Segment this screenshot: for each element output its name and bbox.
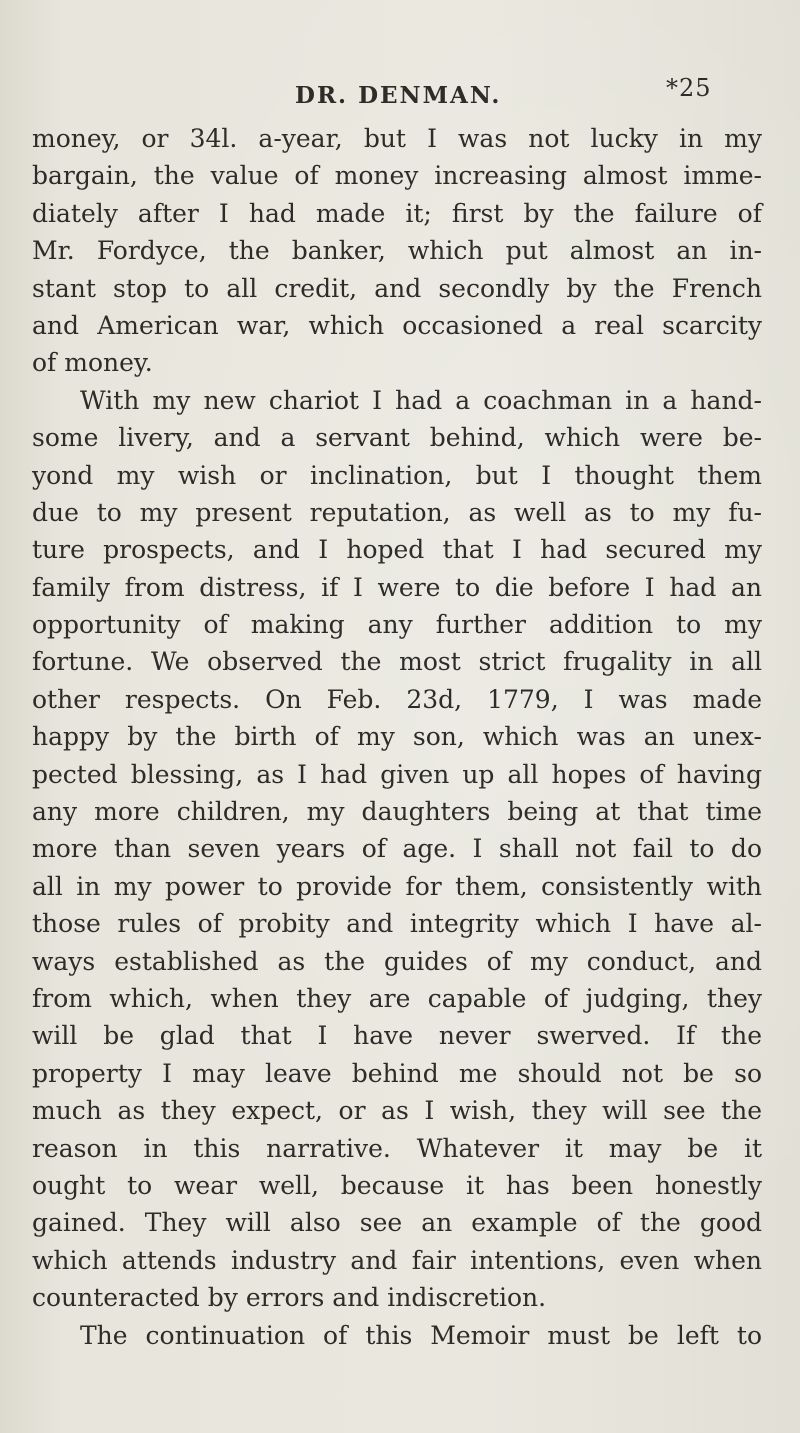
text-line: ways established as the guides of my conduct, and: [32, 946, 762, 976]
text-line: those rules of probity and integrity which I have al-: [32, 909, 762, 939]
text-line: much as they expect, or as I wish, they will see the: [32, 1096, 762, 1126]
text-line: reason in this narrative. Whatever it may be it: [32, 1133, 762, 1163]
paragraph-start-line: The continuation of this Memoir must be left to: [80, 1320, 762, 1350]
text-line: gained. They will also see an example of the good: [32, 1208, 762, 1238]
text-line: Mr. Fordyce, the banker, which put almost an in-: [32, 236, 762, 266]
text-line: money, or 34l. a-year, but I was not lucky in my: [32, 124, 762, 153]
running-title: DR. DENMAN.: [295, 82, 502, 109]
text-line: some livery, and a servant behind, which were be-: [32, 423, 762, 453]
text-line: pected blessing, as I had given up all hopes of having: [32, 759, 762, 789]
text-line: ought to wear well, because it has been honestly: [32, 1170, 762, 1200]
body-text: [32, 120, 762, 1354]
text-line: which attends industry and fair intentions, even when: [32, 1245, 762, 1275]
paragraph-end-line: counteracted by errors and indiscretion.: [32, 1283, 547, 1313]
text-line: will be glad that I have never swerved. If the: [32, 1021, 762, 1051]
text-line: and American war, which occasioned a real scarcity: [32, 310, 762, 340]
text-line: from which, when they are capable of judging, they: [32, 983, 762, 1013]
text-line: property I may leave behind me should not be so: [32, 1058, 762, 1088]
text-line: opportunity of making any further addition to my: [32, 610, 762, 640]
text-line: fortune. We observed the most strict frugality in all: [32, 647, 762, 677]
paragraph-start-line: With my new chariot I had a coachman in a hand-: [80, 385, 762, 415]
text-line: any more children, my daughters being at that time: [32, 797, 762, 827]
running-head: [0, 76, 800, 116]
text-line: more than seven years of age. I shall not fail to do: [32, 834, 762, 864]
text-line: stant stop to all credit, and secondly by the French: [32, 273, 762, 303]
text-line: family from distress, if I were to die before I had an: [32, 572, 762, 602]
text-line: due to my present reputation, as well as to my fu-: [32, 497, 762, 527]
text-line: diately after I had made it; first by the failure of: [32, 198, 762, 228]
text-line: yond my wish or inclination, but I thought them: [32, 460, 762, 490]
text-line: bargain, the value of money increasing almost imme-: [32, 161, 762, 191]
page-number: *25: [666, 74, 712, 102]
text-line: happy by the birth of my son, which was an unex-: [32, 722, 762, 752]
text-line: all in my power to provide for them, consistently with: [32, 871, 762, 901]
paragraph-end-line: of money.: [32, 348, 153, 378]
text-line: ture prospects, and I hoped that I had secured my: [32, 535, 762, 565]
text-line: other respects. On Feb. 23d, 1779, I was made: [32, 684, 762, 714]
